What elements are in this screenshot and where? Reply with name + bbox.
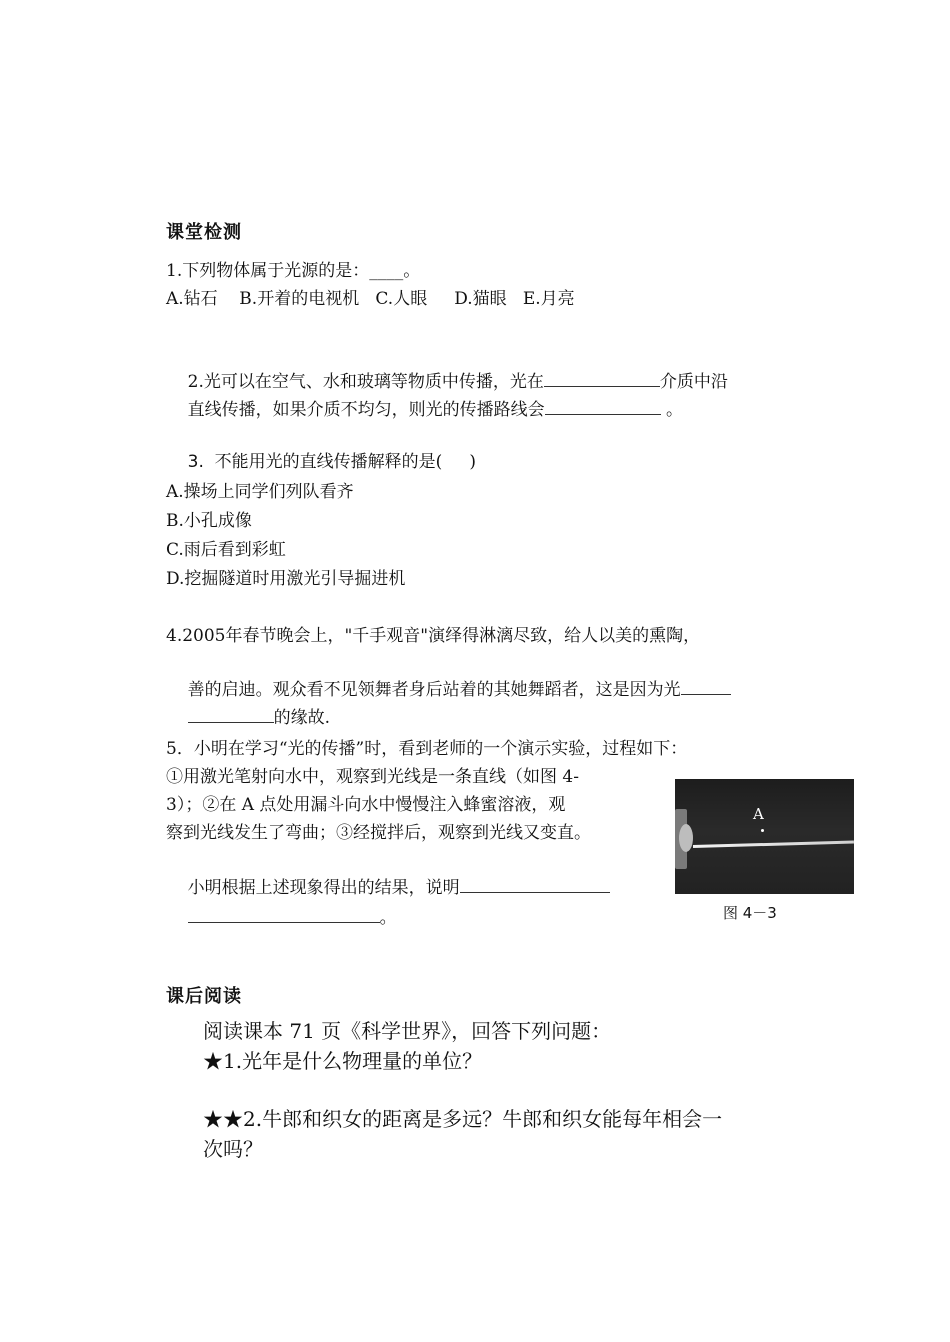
reading-question-2-line-2: 次吗？ [203,1137,263,1161]
question-5-line-6 [166,880,397,954]
figure-point-label: A [753,805,764,823]
question-4-text-a: 善的启迪。观众看不见领舞者身后站着的其她舞蹈者，这是因为光 [187,680,681,700]
figure-laser-beam [693,841,854,848]
laser-experiment-figure [675,779,854,894]
question-3-option-b: B.小孔成像 [166,511,252,531]
question-4-line-1: 4.2005年春节晚会上，"千手观音"演绎得淋漓尽致，给人以美的熏陶， [166,626,701,646]
figure-caption: 图 4－3 [723,904,777,922]
question-5-line-2: ①用激光笔射向水中，观察到光线是一条直线（如图 4- [166,767,579,787]
question-2-text-b: 介质中沿 [659,372,728,392]
question-5-line-3: 3）；②在 A 点处用漏斗向水中慢慢注入蜂蜜溶液，观 [166,795,566,815]
reading-intro: 阅读课本 71 页《科学世界》，回答下列问题： [203,1019,612,1043]
question-2-text-c: 直线传播，如果介质不均匀，则光的传播路线会 [187,400,545,420]
question-5-line-4: 察到光线发生了弯曲；③经搅拌后，观察到光线又变直。 [166,823,591,843]
question-3-number: 3. [187,452,204,472]
question-3-option-c: C.雨后看到彩虹 [166,540,286,560]
question-4-blank-1[interactable] [681,676,731,695]
question-3-option-d: D.挖掘隧道时用激光引导掘进机 [166,569,406,589]
figure-laser-pen [679,824,693,852]
question-5-blank-1[interactable] [460,874,610,893]
question-4-blank-2[interactable] [188,704,274,723]
question-2-blank-2[interactable] [545,396,661,415]
reading-question-1: ★1.光年是什么物理量的单位？ [203,1049,483,1073]
section-heading-after-class-reading: 课后阅读 [166,986,242,1007]
question-5-text-a: 小明根据上述现象得出的结果，说明 [187,878,460,898]
figure-point-a-dot [761,829,764,832]
question-2-text-a: 2.光可以在空气、水和玻璃等物质中传播，光在 [187,372,544,392]
question-3-option-a: A.操场上同学们列队看齐 [166,482,354,502]
question-5-line-1: 5．小明在学习“光的传播”时，看到老师的一个演示实验，过程如下： [166,739,688,759]
reading-question-2-line-1: ★★2.牛郎和织女的距离是多远？牛郎和织女能每年相会一 [203,1107,723,1131]
question-5-text-b: 。 [379,908,397,928]
section-heading-classroom-test: 课堂检测 [166,222,242,243]
question-2-text-d: 。 [660,400,684,420]
question-5-blank-2[interactable] [188,904,380,923]
question-4-text-b: 的缘故. [273,708,331,728]
question-1-stem: 1.下列物体属于光源的是：____。 [166,261,421,281]
question-1-options: A.钻石 B.开着的电视机 C.人眼 D.猫眼 E.月亮 [166,289,575,309]
question-3-text: 不能用光的直线传播解释的是( ) [214,452,476,472]
